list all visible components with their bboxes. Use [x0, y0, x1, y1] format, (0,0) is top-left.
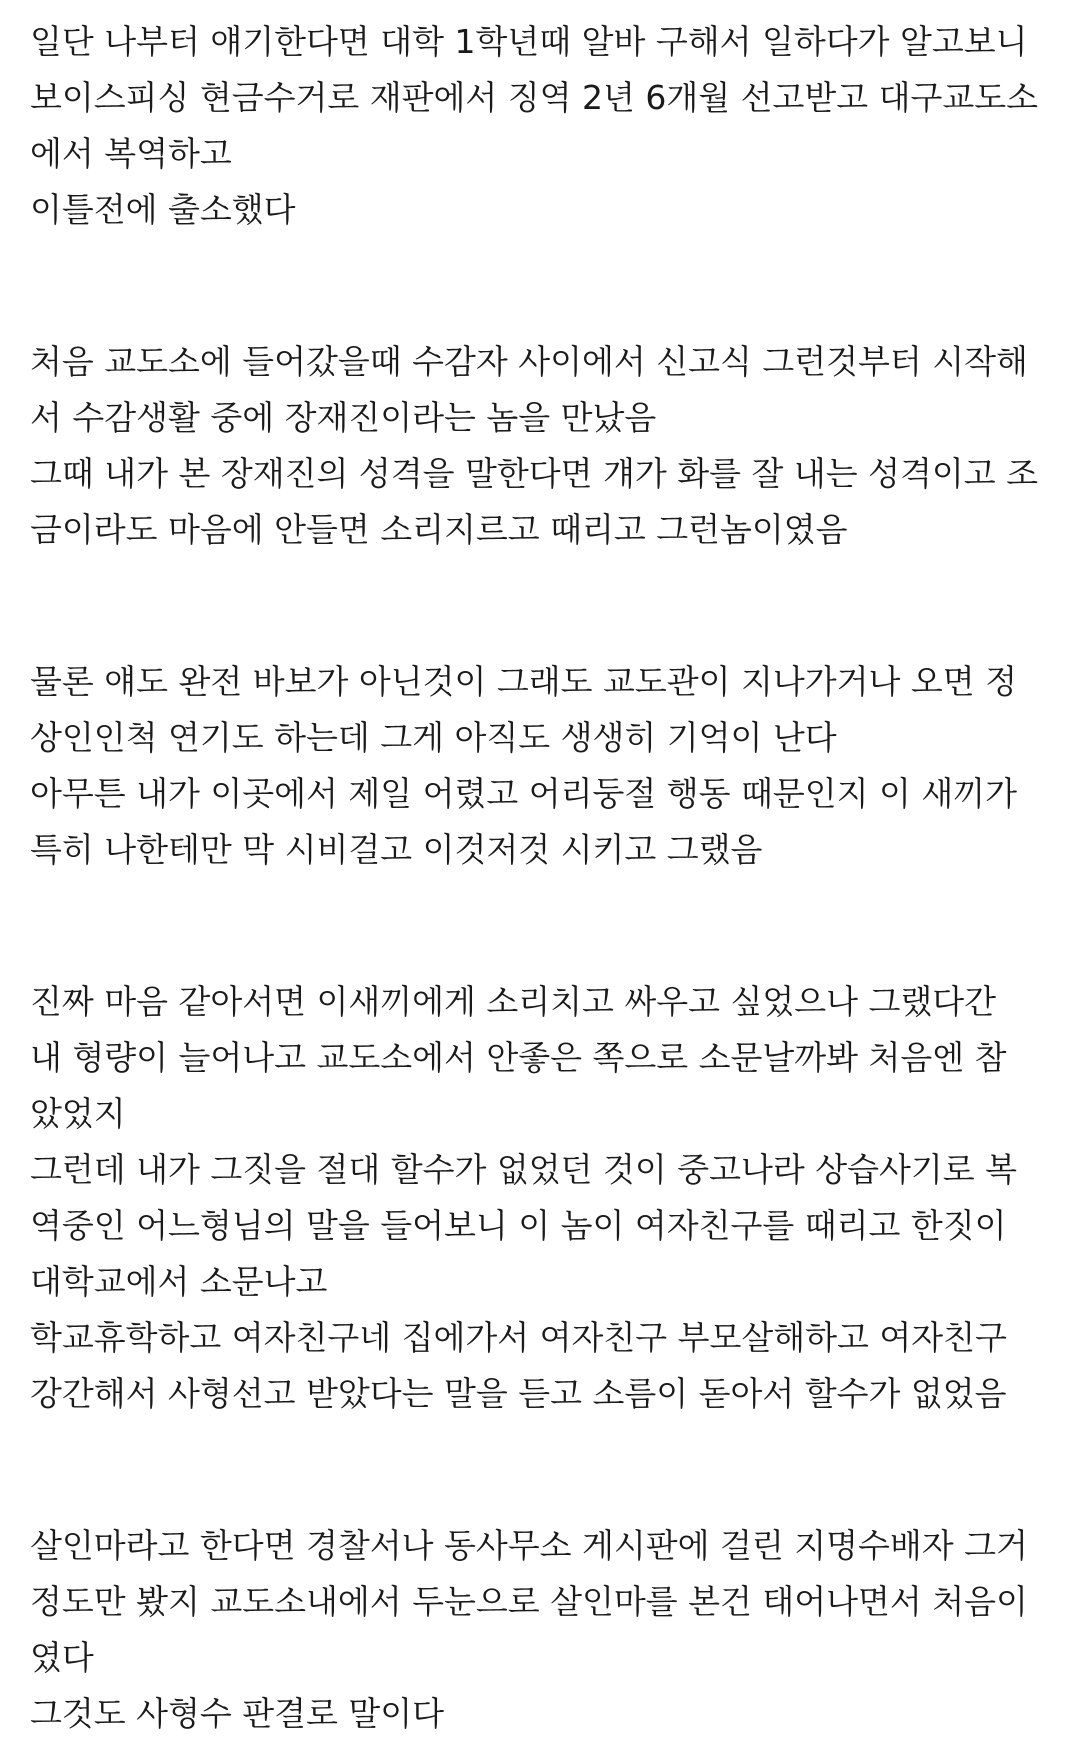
paragraph: 물론 얘도 완전 바보가 아닌것이 그래도 교도관이 지나가거나 오면 정 상인인척 연기도 하는데 그게 아직도 생생히 기억이 난다 — [30, 662, 1017, 757]
paragraph: 그것도 사형수 판결로 말이다 — [30, 1694, 445, 1733]
paragraph-spacer — [30, 1422, 1050, 1518]
paragraph: 학교휴학하고 여자친구네 집에가서 여자친구 부모살해하고 여자친구 강간해서 사형선고 받았다는 말을 듣고 소름이 돋아서 할수가 없었음 — [30, 1318, 1007, 1413]
paragraph-spacer — [30, 238, 1050, 334]
paragraph: 아무튼 내가 이곳에서 제일 어렸고 어리둥절 행동 때문인지 이 새끼가 특히 나한테만 막 시비걸고 이것저것 시키고 그랬음 — [30, 774, 1017, 869]
paragraph: 그런데 내가 그짓을 절대 할수가 없었던 것이 중고나라 상습사기로 복 역중인 어느형님의 말을 들어보니 이 놈이 여자친구를 때리고 한짓이 대학교에서 소문나고 — [30, 1150, 1017, 1301]
paragraph: 진짜 마음 같아서면 이새끼에게 소리치고 싸우고 싶었으나 그랬다간 내 형량이 늘어나고 교도소에서 안좋은 쪽으로 소문날까봐 처음엔 참 았었지 — [30, 982, 1007, 1133]
paragraph: 살인마라고 한다면 경찰서나 동사무소 게시판에 걸린 지명수배자 그거 정도만 봤지 교도소내에서 두눈으로 살인마를 본건 태어나면서 처음이 였다 — [30, 1526, 1028, 1677]
paragraph: 그때 내가 본 장재진의 성격을 말한다면 걔가 화를 잘 내는 성격이고 조 금이라도 마음에 안들면 소리지르고 때리고 그런놈이였음 — [30, 454, 1038, 549]
paragraph-spacer — [30, 878, 1050, 974]
paragraph: 일단 나부터 얘기한다면 대학 1학년때 알바 구해서 일하다가 알고보니 보이스피싱 현금수거로 재판에서 징역 2년 6개월 선고받고 대구교도소 에서 복역하고 — [30, 22, 1039, 173]
paragraph: 이틀전에 출소했다 — [30, 190, 296, 229]
paragraph: 처음 교도소에 들어갔을때 수감자 사이에서 신고식 그런것부터 시작해 서 수감생활 중에 장재진이라는 놈을 만났음 — [30, 342, 1028, 437]
paragraph-spacer — [30, 558, 1050, 654]
article-body — [30, 14, 1050, 1742]
